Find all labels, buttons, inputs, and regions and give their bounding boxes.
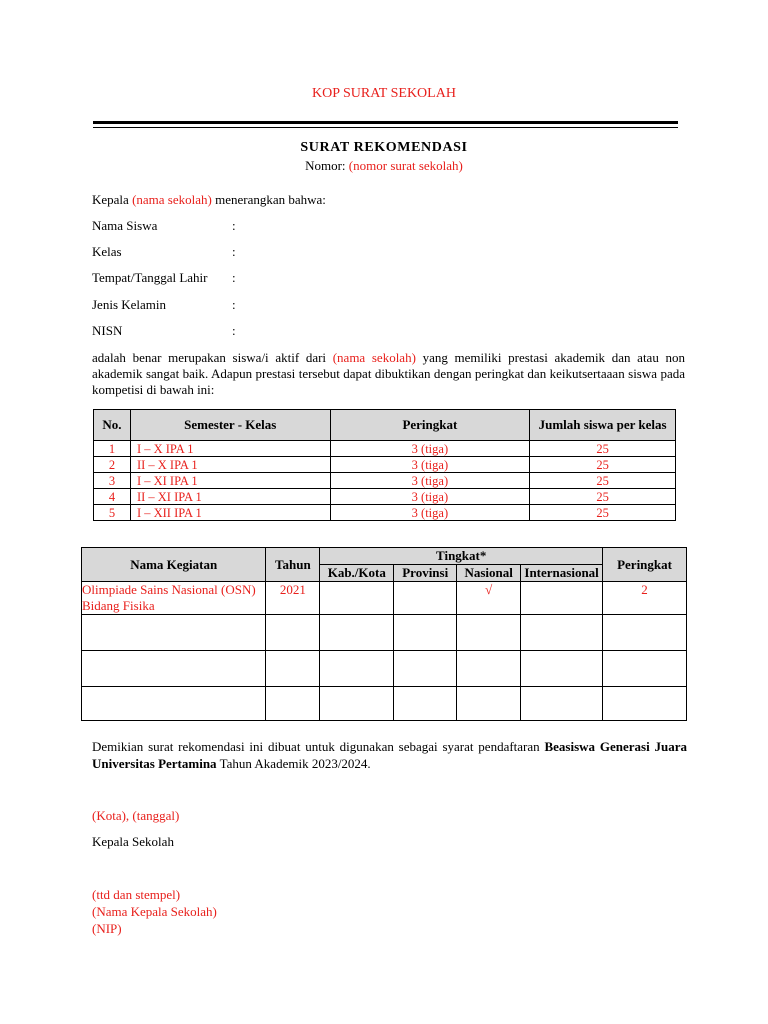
table-row bbox=[94, 473, 676, 489]
cell-jumlah: 25 bbox=[530, 457, 676, 473]
cell-internasional bbox=[521, 687, 603, 721]
cell-nasional bbox=[457, 651, 521, 687]
intro-school: (nama sekolah) bbox=[132, 192, 212, 207]
signature-block bbox=[92, 886, 217, 937]
closing-scholarship-name: Beasiswa Generasi Juara Universitas Pertamina bbox=[92, 739, 687, 771]
intro-suffix: menerangkan bahwa: bbox=[215, 192, 326, 207]
cell-tahun bbox=[266, 615, 320, 651]
signature-stamp-placeholder: (ttd dan stempel) bbox=[92, 887, 181, 902]
header-nasional: Nasional bbox=[457, 565, 521, 582]
kop-surat: KOP SURAT SEKOLAH bbox=[312, 86, 456, 101]
field-colon: : bbox=[232, 218, 236, 233]
cell-nasional bbox=[457, 615, 521, 651]
cell-internasional bbox=[521, 615, 603, 651]
cell-jumlah: 25 bbox=[530, 441, 676, 457]
cell-provinsi bbox=[394, 651, 457, 687]
statement-paragraph bbox=[92, 350, 685, 398]
intro-prefix: Kepala bbox=[92, 192, 129, 207]
cell-internasional bbox=[521, 651, 603, 687]
header-kab-kota: Kab./Kota bbox=[320, 565, 394, 582]
cell-internasional bbox=[521, 582, 603, 615]
field-label-jenis-kelamin: Jenis Kelamin bbox=[92, 297, 167, 312]
academic-ranking-table bbox=[93, 409, 676, 521]
table-row bbox=[82, 615, 687, 651]
cell-semester-kelas: II – XI IPA 1 bbox=[130, 489, 330, 505]
document-number bbox=[0, 158, 768, 174]
cell-jumlah: 25 bbox=[530, 505, 676, 521]
cell-no: 5 bbox=[94, 505, 131, 521]
cell-peringkat bbox=[603, 651, 687, 687]
field-label-ttl: Tempat/Tanggal Lahir bbox=[92, 270, 208, 285]
cell-semester-kelas: I – XII IPA 1 bbox=[130, 505, 330, 521]
letterhead-rule-thick bbox=[93, 121, 678, 124]
cell-semester-kelas: II – X IPA 1 bbox=[130, 457, 330, 473]
cell-no: 1 bbox=[94, 441, 131, 457]
table-row bbox=[94, 457, 676, 473]
competition-table bbox=[81, 547, 687, 721]
cell-peringkat: 3 (tiga) bbox=[330, 473, 530, 489]
cell-peringkat: 2 bbox=[603, 582, 687, 615]
header-nama-kegiatan: Nama Kegiatan bbox=[82, 548, 266, 582]
cell-peringkat bbox=[603, 687, 687, 721]
field-colon: : bbox=[232, 323, 236, 338]
cell-peringkat: 3 (tiga) bbox=[330, 441, 530, 457]
header-tahun: Tahun bbox=[266, 548, 320, 582]
cell-tahun bbox=[266, 651, 320, 687]
nomor-value: (nomor surat sekolah) bbox=[348, 158, 463, 173]
field-label-nama-siswa: Nama Siswa bbox=[92, 218, 158, 233]
closing-part2: Tahun Akademik 2023/2024. bbox=[219, 756, 371, 771]
table-header-row bbox=[82, 548, 687, 565]
field-label-nisn: NISN bbox=[92, 323, 123, 338]
cell-jumlah: 25 bbox=[530, 489, 676, 505]
cell-kegiatan bbox=[82, 687, 266, 721]
cell-nasional-check: √ bbox=[457, 582, 521, 615]
header-peringkat: Peringkat bbox=[603, 548, 687, 582]
cell-semester-kelas: I – XI IPA 1 bbox=[130, 473, 330, 489]
cell-kegiatan bbox=[82, 615, 266, 651]
paragraph-part1: adalah benar merupakan siswa/i aktif dari bbox=[92, 350, 327, 365]
closing-paragraph bbox=[92, 738, 687, 772]
cell-kab bbox=[320, 651, 394, 687]
cell-peringkat: 3 (tiga) bbox=[330, 505, 530, 521]
nomor-label: Nomor: bbox=[305, 158, 346, 173]
header-no: No. bbox=[94, 410, 131, 441]
table-row bbox=[94, 489, 676, 505]
cell-semester-kelas: I – X IPA 1 bbox=[130, 441, 330, 457]
closing-part1: Demikian surat rekomendasi ini dibuat untuk digunakan sebagai syarat pendaftaran bbox=[92, 739, 540, 754]
cell-tahun: 2021 bbox=[266, 582, 320, 615]
header-peringkat: Peringkat bbox=[330, 410, 530, 441]
header-tingkat: Tingkat* bbox=[320, 548, 603, 565]
intro-line bbox=[92, 192, 326, 208]
nip-placeholder: (NIP) bbox=[92, 921, 122, 936]
header-provinsi: Provinsi bbox=[394, 565, 457, 582]
principal-name-placeholder: (Nama Kepala Sekolah) bbox=[92, 904, 217, 919]
table-row bbox=[82, 651, 687, 687]
table-row bbox=[94, 441, 676, 457]
cell-kab bbox=[320, 687, 394, 721]
table-header-row bbox=[94, 410, 676, 441]
cell-no: 4 bbox=[94, 489, 131, 505]
cell-provinsi bbox=[394, 582, 457, 615]
field-colon: : bbox=[232, 297, 236, 312]
document-title: SURAT REKOMENDASI bbox=[300, 140, 468, 155]
table-row bbox=[94, 505, 676, 521]
field-colon: : bbox=[232, 270, 236, 285]
place-date: (Kota), (tanggal) bbox=[92, 808, 180, 823]
cell-no: 2 bbox=[94, 457, 131, 473]
header-jumlah-siswa: Jumlah siswa per kelas bbox=[530, 410, 676, 441]
letterhead-rule-thin bbox=[93, 127, 678, 128]
cell-kab bbox=[320, 615, 394, 651]
cell-peringkat bbox=[603, 615, 687, 651]
cell-kab bbox=[320, 582, 394, 615]
cell-peringkat: 3 (tiga) bbox=[330, 457, 530, 473]
cell-kegiatan: Olimpiade Sains Nasional (OSN) Bidang Fisika bbox=[82, 582, 266, 615]
cell-peringkat: 3 (tiga) bbox=[330, 489, 530, 505]
signer-role: Kepala Sekolah bbox=[92, 834, 174, 849]
cell-kegiatan bbox=[82, 651, 266, 687]
field-label-kelas: Kelas bbox=[92, 244, 122, 259]
table-row bbox=[82, 582, 687, 615]
cell-provinsi bbox=[394, 615, 457, 651]
paragraph-school: (nama sekolah) bbox=[332, 350, 416, 365]
cell-jumlah: 25 bbox=[530, 473, 676, 489]
cell-tahun bbox=[266, 687, 320, 721]
cell-no: 3 bbox=[94, 473, 131, 489]
header-semester-kelas: Semester - Kelas bbox=[130, 410, 330, 441]
cell-provinsi bbox=[394, 687, 457, 721]
header-internasional: Internasional bbox=[521, 565, 603, 582]
cell-nasional bbox=[457, 687, 521, 721]
table-row bbox=[82, 687, 687, 721]
paragraph-part2: yang memiliki prestasi akademik dan atau non akademik sangat baik. Adapun prestasi tersebut dapat dibuktikan dengan peringkat dan keikutsertaaan siswa pada kompetisi di bawah ini: bbox=[92, 350, 685, 397]
field-colon: : bbox=[232, 244, 236, 259]
